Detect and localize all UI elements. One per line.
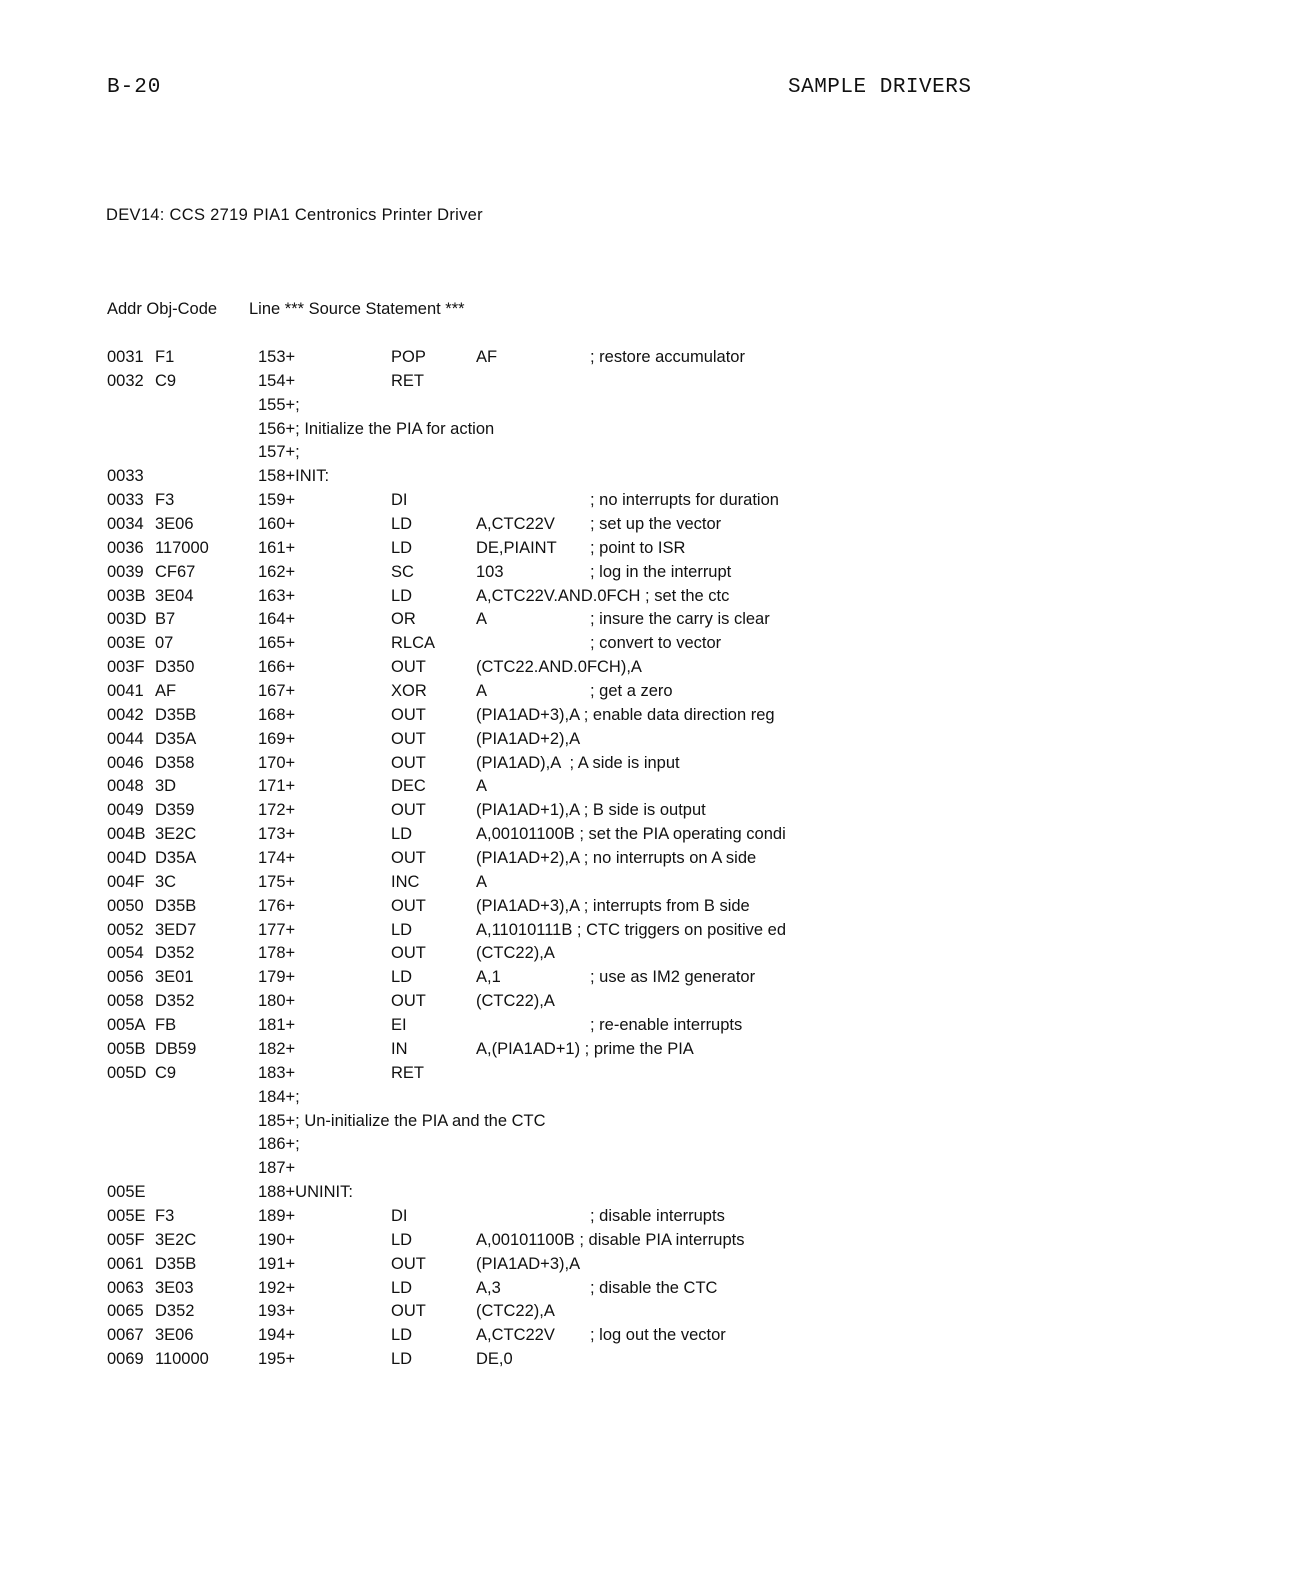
listing-row bbox=[0, 897, 1297, 921]
listing-line: 188+UNINIT: bbox=[258, 1183, 353, 1202]
listing-row bbox=[0, 754, 1297, 778]
listing-opcode: IN bbox=[391, 1039, 408, 1058]
listing-addr: 0067 bbox=[107, 1326, 144, 1345]
listing-row bbox=[0, 1064, 1297, 1088]
running-head: SAMPLE DRIVERS bbox=[788, 76, 972, 99]
listing-row bbox=[0, 658, 1297, 682]
listing-comment: ; disable the CTC bbox=[590, 1278, 718, 1297]
listing-line: 164+ bbox=[258, 610, 296, 629]
listing-obj-code: 3D bbox=[155, 777, 177, 796]
listing-line: 187+ bbox=[258, 1159, 296, 1178]
listing-operand: (CTC22),A bbox=[476, 944, 555, 963]
listing-operand: (CTC22),A bbox=[476, 992, 555, 1011]
listing-line: 190+ bbox=[258, 1230, 296, 1249]
listing-opcode: OUT bbox=[391, 1302, 426, 1321]
listing-operand: A,00101100B ; disable PIA interrupts bbox=[476, 1230, 745, 1249]
listing-addr: 005E bbox=[107, 1206, 146, 1225]
listing-comment: ; insure the carry is clear bbox=[590, 610, 770, 629]
listing-addr: 005F bbox=[107, 1230, 145, 1249]
listing-row bbox=[0, 1159, 1297, 1183]
listing-row bbox=[0, 467, 1297, 491]
listing-obj-code: D35B bbox=[155, 896, 197, 915]
column-header-line-source: Line *** Source Statement *** bbox=[249, 300, 465, 318]
listing-opcode: DI bbox=[391, 491, 408, 510]
listing-obj-code: D35B bbox=[155, 705, 197, 724]
listing-row bbox=[0, 1183, 1297, 1207]
listing-line: 186+; bbox=[258, 1135, 300, 1154]
listing-line: 179+ bbox=[258, 968, 296, 987]
page-number: B-20 bbox=[107, 76, 162, 99]
listing-obj-code: FB bbox=[155, 1016, 177, 1035]
listing-obj-code: 3ED7 bbox=[155, 920, 197, 939]
listing-obj-code: DB59 bbox=[155, 1039, 197, 1058]
listing-line: 159+ bbox=[258, 491, 296, 510]
listing-obj-code: D352 bbox=[155, 992, 195, 1011]
listing-opcode: OUT bbox=[391, 801, 426, 820]
listing-opcode: RET bbox=[391, 371, 424, 390]
listing-obj-code: 3E04 bbox=[155, 586, 194, 605]
listing-line: 175+ bbox=[258, 872, 296, 891]
listing-operand: 103 bbox=[476, 562, 504, 581]
listing-obj-code: 3E06 bbox=[155, 515, 194, 534]
listing-comment: ; disable interrupts bbox=[590, 1206, 725, 1225]
listing-addr: 005E bbox=[107, 1183, 146, 1202]
listing-opcode: DEC bbox=[391, 777, 426, 796]
listing-addr: 0041 bbox=[107, 682, 144, 701]
listing-addr: 004F bbox=[107, 872, 145, 891]
listing-operand: AF bbox=[476, 348, 498, 366]
listing-obj-code: D35A bbox=[155, 729, 197, 748]
listing-addr: 0033 bbox=[107, 467, 144, 486]
listing-operand: A bbox=[476, 610, 488, 629]
listing-comment: ; convert to vector bbox=[590, 634, 722, 653]
listing-opcode: INC bbox=[391, 872, 420, 891]
listing-obj-code: CF67 bbox=[155, 562, 196, 581]
listing-addr: 0049 bbox=[107, 801, 144, 820]
listing-opcode: LD bbox=[391, 538, 413, 557]
listing-opcode: OUT bbox=[391, 705, 426, 724]
listing-line: 157+; bbox=[258, 443, 300, 462]
listing-operand: (PIA1AD+3),A ; enable data direction reg bbox=[476, 705, 775, 724]
listing-operand: (PIA1AD+2),A bbox=[476, 729, 581, 748]
listing-addr: 003E bbox=[107, 634, 146, 653]
listing-comment: ; log in the interrupt bbox=[590, 562, 732, 581]
listing-addr: 005A bbox=[107, 1016, 146, 1035]
listing-operand: A bbox=[476, 777, 488, 796]
listing-row bbox=[0, 1112, 1297, 1136]
listing-operand: DE,0 bbox=[476, 1350, 513, 1369]
listing-opcode: RET bbox=[391, 1063, 424, 1082]
listing-operand: A,(PIA1AD+1) ; prime the PIA bbox=[476, 1039, 694, 1058]
listing-line: 176+ bbox=[258, 896, 296, 915]
listing-line: 172+ bbox=[258, 801, 296, 820]
listing-obj-code: D352 bbox=[155, 944, 195, 963]
listing-operand: A bbox=[476, 872, 488, 891]
listing-comment: ; use as IM2 generator bbox=[590, 968, 756, 987]
listing-operand: (PIA1AD),A ; A side is input bbox=[476, 753, 680, 772]
listing-line: 154+ bbox=[258, 371, 296, 390]
listing-obj-code: 3E01 bbox=[155, 968, 194, 987]
listing-row bbox=[0, 587, 1297, 611]
listing-opcode: OUT bbox=[391, 944, 426, 963]
listing-row bbox=[0, 1279, 1297, 1303]
listing-row bbox=[0, 873, 1297, 897]
listing-row bbox=[0, 921, 1297, 945]
listing-opcode: EI bbox=[391, 1016, 407, 1035]
listing-addr: 0046 bbox=[107, 753, 144, 772]
listing-comment: ; set up the vector bbox=[590, 515, 722, 534]
listing-obj-code: D359 bbox=[155, 801, 195, 820]
listing-row bbox=[0, 396, 1297, 420]
listing-operand: A,00101100B ; set the PIA operating condi bbox=[476, 825, 786, 844]
listing-comment: ; get a zero bbox=[590, 682, 673, 701]
listing-opcode: LD bbox=[391, 586, 413, 605]
listing-obj-code: 110000 bbox=[155, 1350, 209, 1369]
listing-row bbox=[0, 539, 1297, 563]
listing-row bbox=[0, 777, 1297, 801]
listing-row bbox=[0, 1088, 1297, 1112]
listing-row bbox=[0, 801, 1297, 825]
listing-addr: 0031 bbox=[107, 348, 144, 366]
listing-obj-code: C9 bbox=[155, 1063, 177, 1082]
listing-operand: DE,PIAINT bbox=[476, 538, 557, 557]
listing-addr: 0033 bbox=[107, 491, 144, 510]
listing-comment: ; restore accumulator bbox=[590, 348, 745, 366]
listing-addr: 0069 bbox=[107, 1350, 144, 1369]
listing-line: 193+ bbox=[258, 1302, 296, 1321]
listing-opcode: LD bbox=[391, 1278, 413, 1297]
listing-line: 156+; Initialize the PIA for action bbox=[258, 419, 495, 438]
listing-line: 180+ bbox=[258, 992, 296, 1011]
listing-obj-code: F3 bbox=[155, 1206, 175, 1225]
listing-line: 169+ bbox=[258, 729, 296, 748]
listing-obj-code: 3E2C bbox=[155, 1230, 197, 1249]
listing-obj-code: B7 bbox=[155, 610, 176, 629]
listing-opcode: OUT bbox=[391, 658, 426, 677]
listing-line: 168+ bbox=[258, 705, 296, 724]
listing-addr: 0065 bbox=[107, 1302, 144, 1321]
listing-line: 181+ bbox=[258, 1016, 296, 1035]
listing-line: 160+ bbox=[258, 515, 296, 534]
listing-row bbox=[0, 634, 1297, 658]
listing-obj-code: 3E06 bbox=[155, 1326, 194, 1345]
listing-line: 165+ bbox=[258, 634, 296, 653]
listing-addr: 0034 bbox=[107, 515, 144, 534]
listing-row bbox=[0, 825, 1297, 849]
listing-row bbox=[0, 1040, 1297, 1064]
listing-obj-code: 3E03 bbox=[155, 1278, 194, 1297]
listing-line: 184+; bbox=[258, 1087, 300, 1106]
listing-addr: 0056 bbox=[107, 968, 144, 987]
listing-line: 163+ bbox=[258, 586, 296, 605]
listing-row bbox=[0, 968, 1297, 992]
listing-line: 195+ bbox=[258, 1350, 296, 1369]
listing-row bbox=[0, 1326, 1297, 1350]
listing-row bbox=[0, 1207, 1297, 1231]
listing-addr: 0044 bbox=[107, 729, 144, 748]
listing-line: 191+ bbox=[258, 1254, 296, 1273]
listing-line: 194+ bbox=[258, 1326, 296, 1345]
listing-addr: 005D bbox=[107, 1063, 147, 1082]
listing-obj-code: 07 bbox=[155, 634, 174, 653]
listing-addr: 004D bbox=[107, 849, 147, 868]
listing-obj-code: 3C bbox=[155, 872, 177, 891]
listing-line: 182+ bbox=[258, 1039, 296, 1058]
listing-obj-code: AF bbox=[155, 682, 177, 701]
listing-row bbox=[0, 730, 1297, 754]
listing-comment: ; log out the vector bbox=[590, 1326, 726, 1345]
listing-operand: A bbox=[476, 682, 488, 701]
listing-row bbox=[0, 420, 1297, 444]
listing-row bbox=[0, 563, 1297, 587]
listing-line: 162+ bbox=[258, 562, 296, 581]
listing-addr: 004B bbox=[107, 825, 146, 844]
listing-addr: 0039 bbox=[107, 562, 144, 581]
listing-addr: 003F bbox=[107, 658, 145, 677]
listing-line: 183+ bbox=[258, 1063, 296, 1082]
listing-opcode: POP bbox=[391, 348, 426, 366]
listing-opcode: LD bbox=[391, 920, 413, 939]
listing-operand: (PIA1AD+1),A ; B side is output bbox=[476, 801, 706, 820]
listing-row bbox=[0, 372, 1297, 396]
listing-row bbox=[0, 682, 1297, 706]
listing-comment: ; re-enable interrupts bbox=[590, 1016, 743, 1035]
listing-line: 153+ bbox=[258, 348, 296, 366]
listing-addr: 003D bbox=[107, 610, 147, 629]
listing-line: 155+; bbox=[258, 395, 300, 414]
listing-obj-code: 3E2C bbox=[155, 825, 197, 844]
listing-line: 167+ bbox=[258, 682, 296, 701]
listing-line: 178+ bbox=[258, 944, 296, 963]
listing-operand: (PIA1AD+3),A ; interrupts from B side bbox=[476, 896, 750, 915]
listing-operand: (PIA1AD+2),A ; no interrupts on A side bbox=[476, 849, 757, 868]
listing-row bbox=[0, 515, 1297, 539]
listing-opcode: LD bbox=[391, 968, 413, 987]
listing-addr: 0032 bbox=[107, 371, 144, 390]
listing-obj-code: D35A bbox=[155, 849, 197, 868]
listing-operand: (CTC22),A bbox=[476, 1302, 555, 1321]
listing-obj-code: D358 bbox=[155, 753, 195, 772]
listing-line: 189+ bbox=[258, 1206, 296, 1225]
listing-opcode: OUT bbox=[391, 992, 426, 1011]
listing-operand: (PIA1AD+3),A bbox=[476, 1254, 581, 1273]
listing-line: 192+ bbox=[258, 1278, 296, 1297]
listing-opcode: LD bbox=[391, 825, 413, 844]
column-header-addr-obj: Addr Obj-Code bbox=[107, 300, 218, 318]
listing-obj-code: F1 bbox=[155, 348, 175, 366]
listing-row bbox=[0, 348, 1297, 372]
listing-row bbox=[0, 610, 1297, 634]
listing-addr: 0061 bbox=[107, 1254, 144, 1273]
listing-line: 161+ bbox=[258, 538, 296, 557]
listing-addr: 0052 bbox=[107, 920, 144, 939]
document-title: DEV14: CCS 2719 PIA1 Centronics Printer Driver bbox=[106, 206, 483, 224]
listing-addr: 0050 bbox=[107, 896, 144, 915]
listing-line: 174+ bbox=[258, 849, 296, 868]
listing-opcode: LD bbox=[391, 1326, 413, 1345]
listing-addr: 005B bbox=[107, 1039, 146, 1058]
listing-addr: 003B bbox=[107, 586, 146, 605]
listing-operand: A,CTC22V bbox=[476, 515, 555, 534]
listing-row bbox=[0, 1350, 1297, 1374]
listing-operand: (CTC22.AND.0FCH),A bbox=[476, 658, 642, 677]
listing-line: 173+ bbox=[258, 825, 296, 844]
listing-line: 177+ bbox=[258, 920, 296, 939]
listing-obj-code: D35B bbox=[155, 1254, 197, 1273]
listing-row bbox=[0, 1302, 1297, 1326]
listing-opcode: LD bbox=[391, 1230, 413, 1249]
listing-comment: ; no interrupts for duration bbox=[590, 491, 779, 510]
listing-row bbox=[0, 706, 1297, 730]
listing-line: 171+ bbox=[258, 777, 296, 796]
listing-opcode: RLCA bbox=[391, 634, 436, 653]
listing-row bbox=[0, 1016, 1297, 1040]
listing-addr: 0058 bbox=[107, 992, 144, 1011]
listing-line: 185+; Un-initialize the PIA and the CTC bbox=[258, 1111, 546, 1130]
listing-opcode: OUT bbox=[391, 1254, 426, 1273]
listing-line: 158+INIT: bbox=[258, 467, 330, 486]
listing-obj-code: D352 bbox=[155, 1302, 195, 1321]
listing-opcode: OR bbox=[391, 610, 416, 629]
listing-opcode: SC bbox=[391, 562, 414, 581]
listing-addr: 0054 bbox=[107, 944, 144, 963]
listing-opcode: LD bbox=[391, 1350, 413, 1369]
listing-obj-code: F3 bbox=[155, 491, 175, 510]
listing-row bbox=[0, 1255, 1297, 1279]
listing-opcode: LD bbox=[391, 515, 413, 534]
listing-opcode: OUT bbox=[391, 896, 426, 915]
listing-row bbox=[0, 491, 1297, 515]
listing-addr: 0042 bbox=[107, 705, 144, 724]
listing-obj-code: C9 bbox=[155, 371, 177, 390]
listing-line: 170+ bbox=[258, 753, 296, 772]
listing-operand: A,11010111B ; CTC triggers on positive ed bbox=[476, 920, 787, 939]
listing-obj-code: 117000 bbox=[155, 538, 209, 557]
listing-row bbox=[0, 849, 1297, 873]
listing-obj-code: D350 bbox=[155, 658, 195, 677]
listing-addr: 0063 bbox=[107, 1278, 144, 1297]
listing-addr: 0036 bbox=[107, 538, 144, 557]
listing-operand: A,1 bbox=[476, 968, 501, 987]
listing-addr: 0048 bbox=[107, 777, 144, 796]
listing-operand: A,3 bbox=[476, 1278, 501, 1297]
listing-opcode: XOR bbox=[391, 682, 427, 701]
listing-opcode: DI bbox=[391, 1206, 408, 1225]
listing-operand: A,CTC22V.AND.0FCH ; set the ctc bbox=[476, 586, 730, 605]
listing-opcode: OUT bbox=[391, 753, 426, 772]
listing-row bbox=[0, 1135, 1297, 1159]
listing-row bbox=[0, 443, 1297, 467]
listing-comment: ; point to ISR bbox=[590, 538, 686, 557]
listing-row bbox=[0, 1231, 1297, 1255]
listing-opcode: OUT bbox=[391, 729, 426, 748]
listing-row bbox=[0, 992, 1297, 1016]
code-listing bbox=[0, 348, 1297, 1374]
listing-opcode: OUT bbox=[391, 849, 426, 868]
listing-row bbox=[0, 944, 1297, 968]
listing-operand: A,CTC22V bbox=[476, 1326, 555, 1345]
listing-line: 166+ bbox=[258, 658, 296, 677]
